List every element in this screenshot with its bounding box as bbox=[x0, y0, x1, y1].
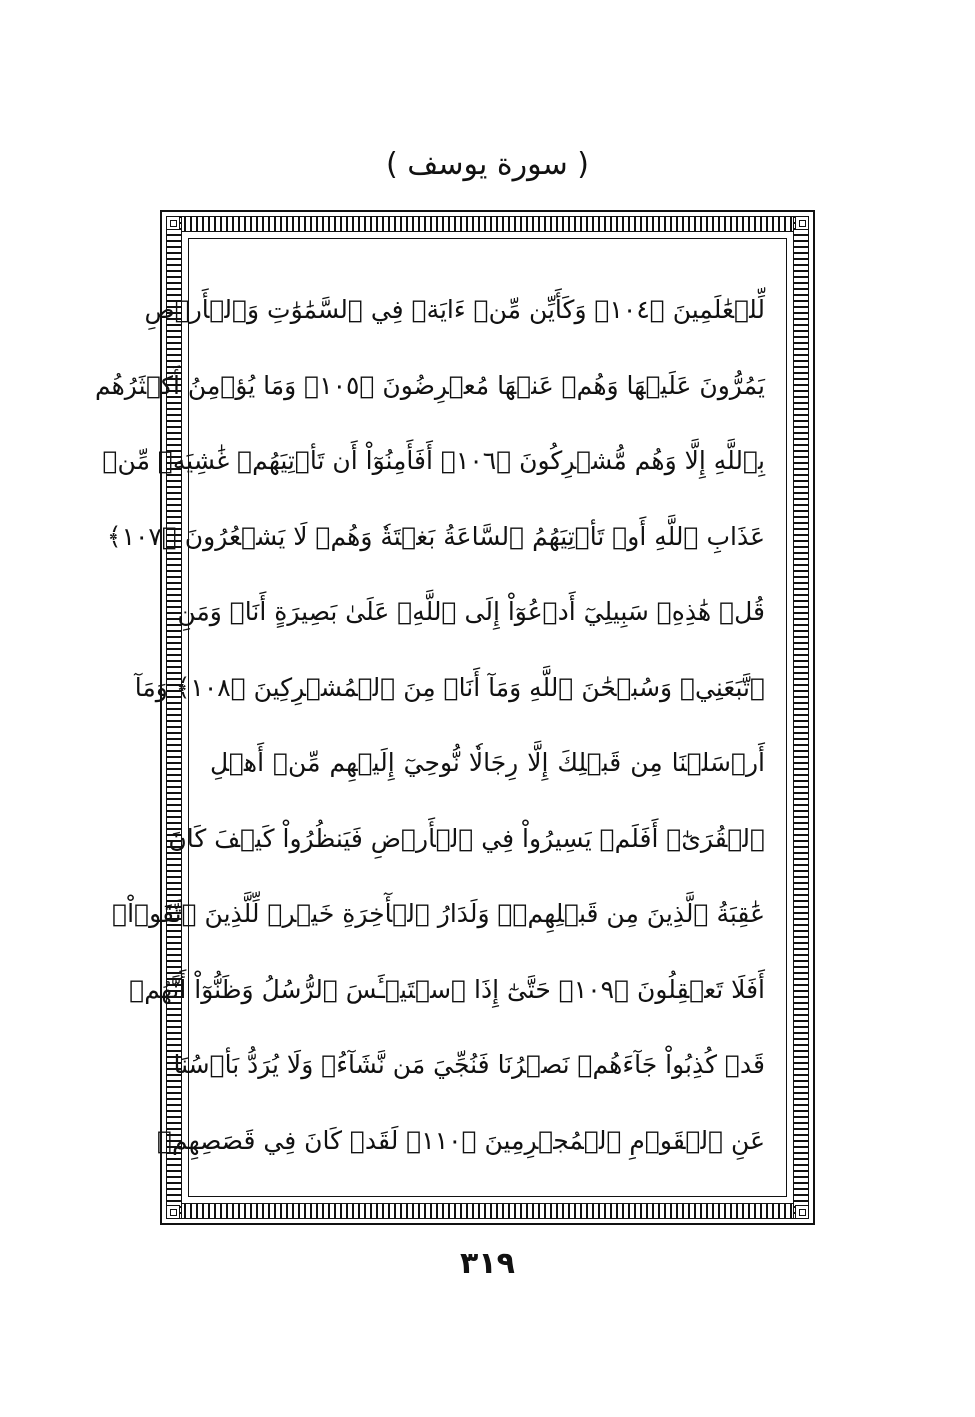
frame-corner-top-left bbox=[166, 216, 180, 230]
frame-border-bottom bbox=[166, 1203, 809, 1219]
verse-line: عَٰقِبَةُ ٱلَّذِينَ مِن قَبۡلِهِمۡۗ وَلَدَارُ ٱلۡأٓخِرَةِ خَيۡرٞ لِّلَّذِينَ ٱتَّقَوۡاْۚ bbox=[112, 899, 765, 928]
verse-line: أَرۡسَلۡنَا مِن قَبۡلِكَ إِلَّا رِجَالٗا نُّوحِيٓ إِلَيۡهِم مِّنۡ أَهۡلِ bbox=[210, 748, 765, 777]
frame-corner-top-right bbox=[795, 216, 809, 230]
ornamental-frame bbox=[94, 210, 815, 1225]
page-number: ٣١٩ bbox=[460, 1246, 515, 1281]
verse-line: عَنِ ٱلۡقَوۡمِ ٱلۡمُجۡرِمِينَ ﴿١١٠﴾ لَقَدۡ كَانَ فِي قَصَصِهِمۡ bbox=[156, 1125, 765, 1155]
verse-line: عَذَابِ ٱللَّهِ أَوۡ تَأۡتِيَهُمُ ٱلسَّاعَةُ بَغۡتَةٗ وَهُمۡ لَا يَشۡعُرُونَ ﴿١٠٧﴾ bbox=[106, 521, 765, 551]
frame-corner-bottom-right bbox=[795, 1205, 809, 1219]
frame-border-top bbox=[166, 216, 809, 232]
verse-line: يَمُرُّونَ عَلَيۡهَا وَهُمۡ عَنۡهَا مُعۡرِضُونَ ﴿١٠٥﴾ وَمَا يُؤۡمِنُ أَكۡثَرُهُم bbox=[94, 370, 765, 400]
verse-line: قَدۡ كُذِبُواْ جَآءَهُمۡ نَصۡرُنَا فَنُجِّيَ مَن نَّشَآءُۖ وَلَا يُرَدُّ بَأۡسُنَا bbox=[173, 1050, 765, 1079]
verse-text-block bbox=[94, 272, 765, 1178]
verse-line: قُلۡ هَٰذِهِۦ سَبِيلِيٓ أَدۡعُوٓاْ إِلَى ٱللَّهِۚ عَلَىٰ بَصِيرَةٍ أَنَا۠ وَمَنِ bbox=[177, 597, 765, 626]
verse-line: بِٱللَّهِ إِلَّا وَهُم مُّشۡرِكُونَ ﴿١٠٦﴾ أَفَأَمِنُوٓاْ أَن تَأۡتِيَهُمۡ غَٰشِيَةٞ مِّنۡ bbox=[102, 446, 765, 475]
verse-line: ٱلۡقُرَىٰٓۗ أَفَلَمۡ يَسِيرُواْ فِي ٱلۡأَرۡضِ فَيَنظُرُواْ كَيۡفَ كَانَ bbox=[168, 823, 765, 853]
verse-line: لِّلۡعَٰلَمِينَ ﴿١٠٤﴾ وَكَأَيِّن مِّنۡ ءَايَةٖ فِي ٱلسَّمَٰوَٰتِ وَٱلۡأَرۡضِ bbox=[144, 295, 765, 324]
verse-line: أَفَلَا تَعۡقِلُونَ ﴿١٠٩﴾ حَتَّىٰٓ إِذَا ٱسۡتَيۡـَٔسَ ٱلرُّسُلُ وَظَنُّوٓاْ أَنَّهُمۡ bbox=[129, 974, 765, 1004]
frame-border-right bbox=[793, 216, 809, 1219]
verse-line: ٱتَّبَعَنِيۖ وَسُبۡحَٰنَ ٱللَّهِ وَمَآ أَنَا۠ مِنَ ٱلۡمُشۡرِكِينَ ﴿١٠٨﴾ وَمَآ bbox=[134, 672, 765, 702]
frame-corner-bottom-left bbox=[166, 1205, 180, 1219]
surah-title: ( سورة يوسف ) bbox=[386, 147, 589, 182]
